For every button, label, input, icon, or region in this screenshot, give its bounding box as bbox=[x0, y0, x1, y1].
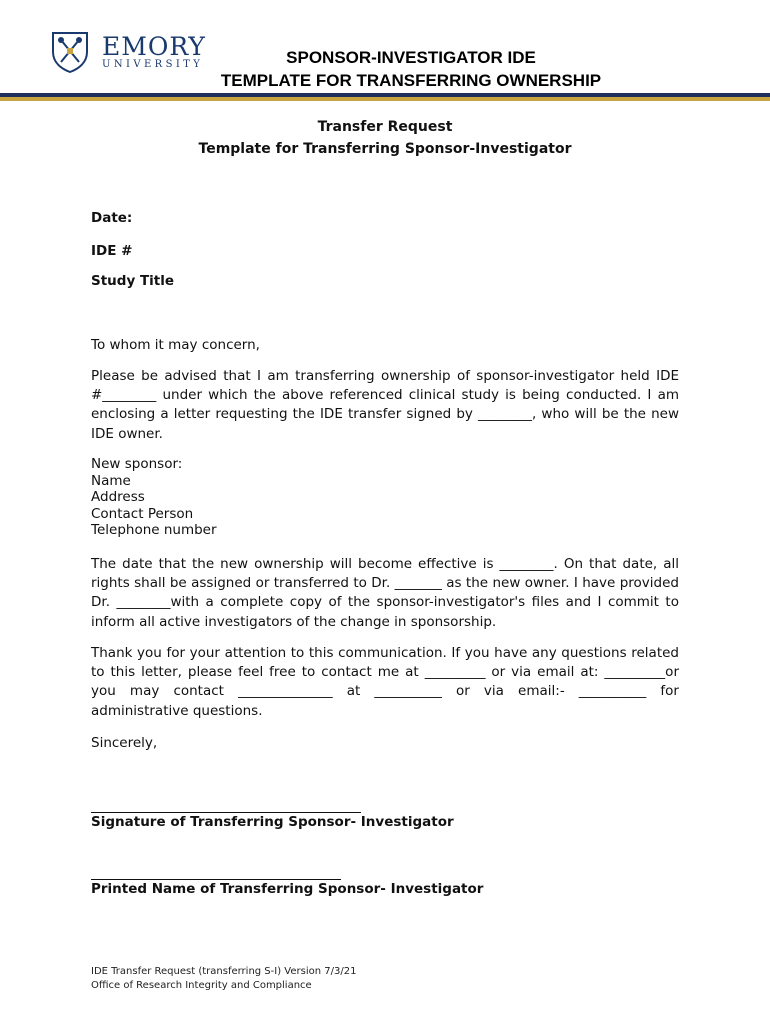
study-title-field-label: Study Title bbox=[91, 273, 175, 289]
document-header-title bbox=[196, 46, 626, 92]
paragraph-effective-date: The date that the new ownership will become effective is ________. On that date, all rights shall be assigned or transferred to Dr. _______ as the new owner. I have provided Dr. ________with a complete copy of the sponsor-investigator's files and I commit to inform all active investigators of the change in sponsorship. bbox=[91, 556, 679, 630]
logo-subtitle: UNIVERSITY bbox=[102, 59, 204, 70]
paragraph-transfer-notice: Please be advised that I am transferring ownership of sponsor-investigator held IDE #________ under which the above referenced clinical study is being conducted. I am enclosing a letter requesting the IDE transfer signed by ________, who will be the new IDE owner. bbox=[91, 368, 679, 442]
signature-line bbox=[91, 812, 361, 813]
header-line-1: SPONSOR-INVESTIGATOR IDE bbox=[286, 48, 536, 67]
footer-version: IDE Transfer Request (transferring S-I) Version 7/3/21 bbox=[91, 966, 357, 977]
new-sponsor-address: Address bbox=[91, 489, 145, 506]
ide-field-label: IDE # bbox=[91, 243, 133, 259]
page-footer bbox=[91, 965, 356, 993]
new-sponsor-phone: Telephone number bbox=[91, 522, 217, 539]
document-title bbox=[0, 116, 770, 160]
new-sponsor-block bbox=[91, 456, 217, 539]
paragraph-thank-you: Thank you for your attention to this communication. If you have any questions related to this letter, please feel free to contact me at _________ or via email at: _________or you may contact ______________ at __________ or via email:- __________ for administrative questions. bbox=[91, 645, 679, 719]
logo-wordmark: EMORY bbox=[102, 32, 206, 61]
closing: Sincerely, bbox=[91, 735, 158, 751]
emory-logo bbox=[50, 30, 206, 76]
new-sponsor-heading: New sponsor: bbox=[91, 456, 183, 472]
signature-label: Signature of Transferring Sponsor- Investigator bbox=[91, 814, 454, 830]
printed-name-line bbox=[91, 879, 341, 880]
salutation: To whom it may concern, bbox=[91, 337, 260, 353]
title-line-2: Template for Transferring Sponsor-Investigator bbox=[198, 141, 572, 157]
header-rule-gold bbox=[0, 97, 770, 101]
title-line-1: Transfer Request bbox=[317, 119, 453, 135]
new-sponsor-contact: Contact Person bbox=[91, 505, 194, 522]
header-line-2: TEMPLATE FOR TRANSFERRING OWNERSHIP bbox=[220, 71, 602, 90]
date-field-label: Date: bbox=[91, 210, 133, 226]
emory-shield-icon bbox=[50, 30, 90, 74]
new-sponsor-name: Name bbox=[91, 472, 131, 489]
printed-name-label: Printed Name of Transferring Sponsor- Investigator bbox=[91, 881, 484, 897]
footer-office: Office of Research Integrity and Compliance bbox=[91, 980, 312, 991]
